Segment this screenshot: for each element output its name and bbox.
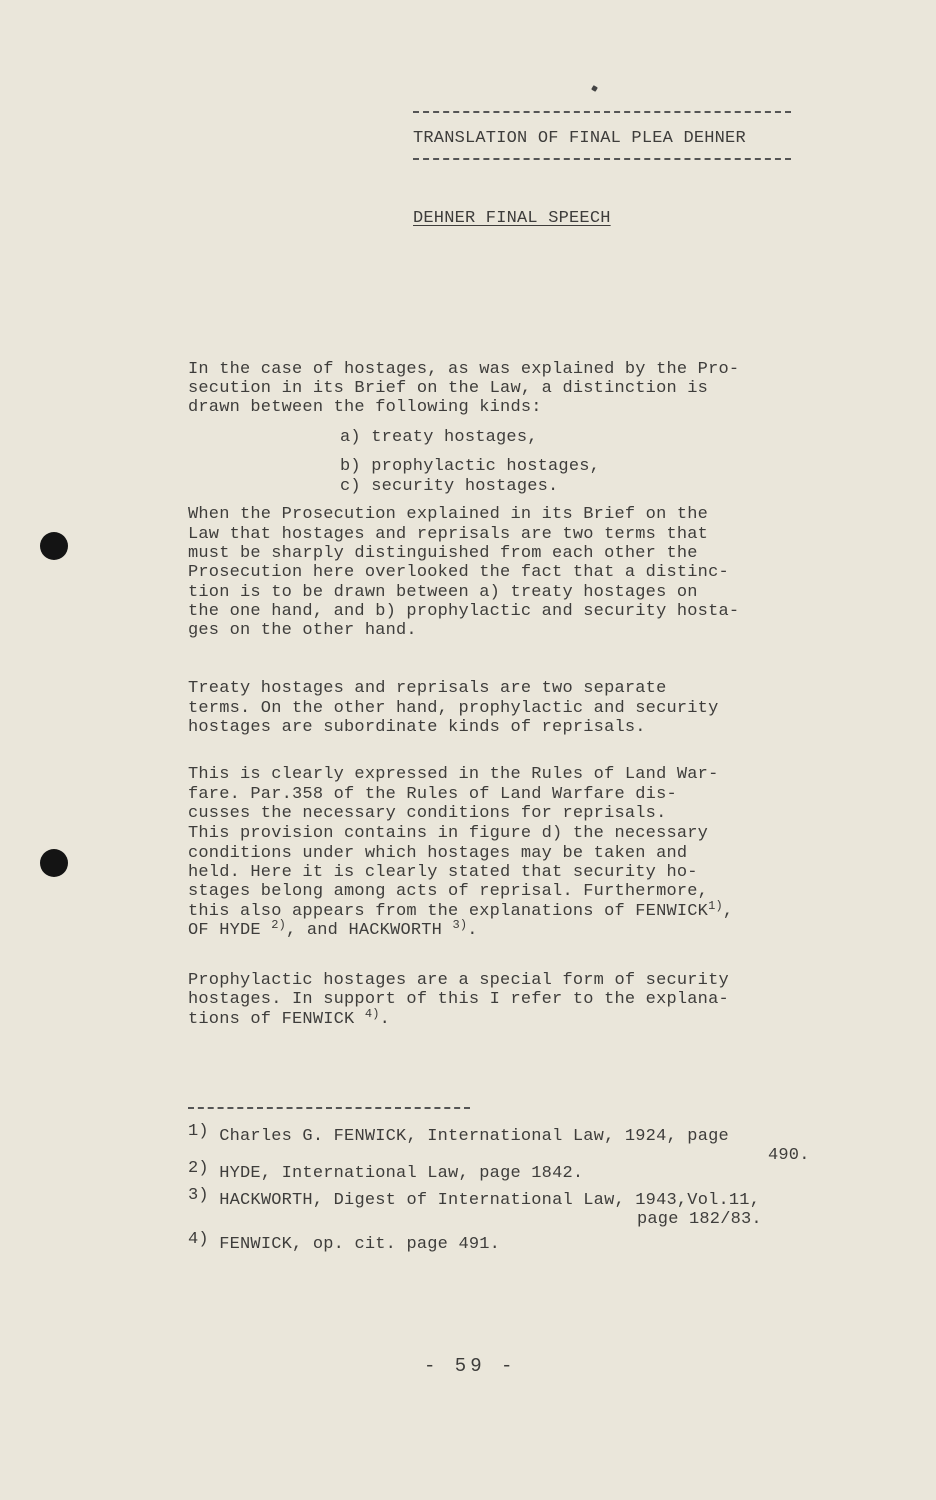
text-line: This is clearly expressed in the Rules of Land War- [188,765,719,784]
list-item: b) prophylactic hostages, [340,457,601,476]
footnote-number: 3) [188,1186,209,1205]
text-line [188,918,478,941]
ink-mark [591,85,598,92]
text-line: cusses the necessary conditions for reprisals. [188,804,667,823]
line-text: , and HACKWORTH [286,921,443,940]
text-line: stages belong among acts of reprisal. Furthermore, [188,882,709,901]
text-line: drawn between the following kinds: [188,398,542,417]
text-line: hostages are subordinate kinds of reprisals. [188,718,646,737]
footnote-continuation: 490. [768,1146,810,1165]
text-line: the one hand, and b) prophylactic and security hosta- [188,602,740,621]
footnote-item [188,1159,584,1184]
footnote-text: Charles G. FENWICK, International Law, 1924, page [219,1127,729,1146]
text-line: ges on the other hand. [188,621,417,640]
footnote-number: 4) [188,1230,209,1249]
line-text: . [379,1010,391,1029]
header-rule-top [413,111,791,113]
page-number: - 59 - [424,1355,517,1377]
footnote-continuation: page 182/83. [637,1210,762,1229]
text-line: fare. Par.358 of the Rules of Land Warfare dis- [188,785,677,804]
text-line: terms. On the other hand, prophylactic and security [188,699,719,718]
footnote-item [188,1186,761,1211]
text-line: held. Here it is clearly stated that security ho- [188,863,698,882]
text-line: Prophylactic hostages are a special form of security [188,971,729,990]
footnote-ref: 4) [364,1007,380,1021]
list-item: c) security hostages. [340,477,559,496]
text-line: This provision contains in figure d) the necessary [188,824,709,843]
text-line: must be sharply distinguished from each other the [188,544,698,563]
footnote-text: HACKWORTH, Digest of International Law, 1943,Vol.11, [219,1191,761,1210]
text-line: In the case of hostages, as was explained by the Pro- [188,360,740,379]
footnote-ref: 3) [452,918,468,932]
document-title: TRANSLATION OF FINAL PLEA DEHNER [413,129,746,148]
footnote-item [188,1122,729,1147]
line-text: OF HYDE [188,921,261,940]
footnote-item [188,1230,501,1255]
footnote-separator [188,1107,470,1109]
text-line: this also appears from the explanations of FENWICK$^{1)}$, [188,899,734,921]
footnote-number: 2) [188,1159,209,1178]
footnote-text: FENWICK, op. cit. page 491. [219,1235,501,1254]
text-line: Law that hostages and reprisals are two terms that [188,525,709,544]
text-line: When the Prosecution explained in its Brief on the [188,505,709,524]
document-subtitle: DEHNER FINAL SPEECH [413,209,611,228]
list-item: a) treaty hostages, [340,428,538,447]
text-line: secution in its Brief on the Law, a distinction is [188,379,709,398]
text-line: Treaty hostages and reprisals are two separate [188,679,667,698]
text-line: hostages. In support of this I refer to the explana- [188,990,729,1009]
text-line [188,1007,391,1030]
text-line: tion is to be drawn between a) treaty hostages on [188,583,698,602]
line-text: . [467,921,478,940]
line-text: this also appears from the explanations of FENWICK [188,902,709,921]
punch-hole-bottom [40,849,68,877]
footnote-ref: 2) [271,918,287,932]
text-line: conditions under which hostages may be taken and [188,844,688,863]
text-line: Prosecution here overlooked the fact that a distinc- [188,563,729,582]
footnote-text: HYDE, International Law, page 1842. [219,1164,584,1183]
header-rule-bottom [413,158,791,160]
footnote-ref: 1) [708,899,723,913]
line-text: tions of FENWICK [188,1010,355,1029]
punch-hole-top [40,532,68,560]
footnote-number: 1) [188,1122,209,1141]
